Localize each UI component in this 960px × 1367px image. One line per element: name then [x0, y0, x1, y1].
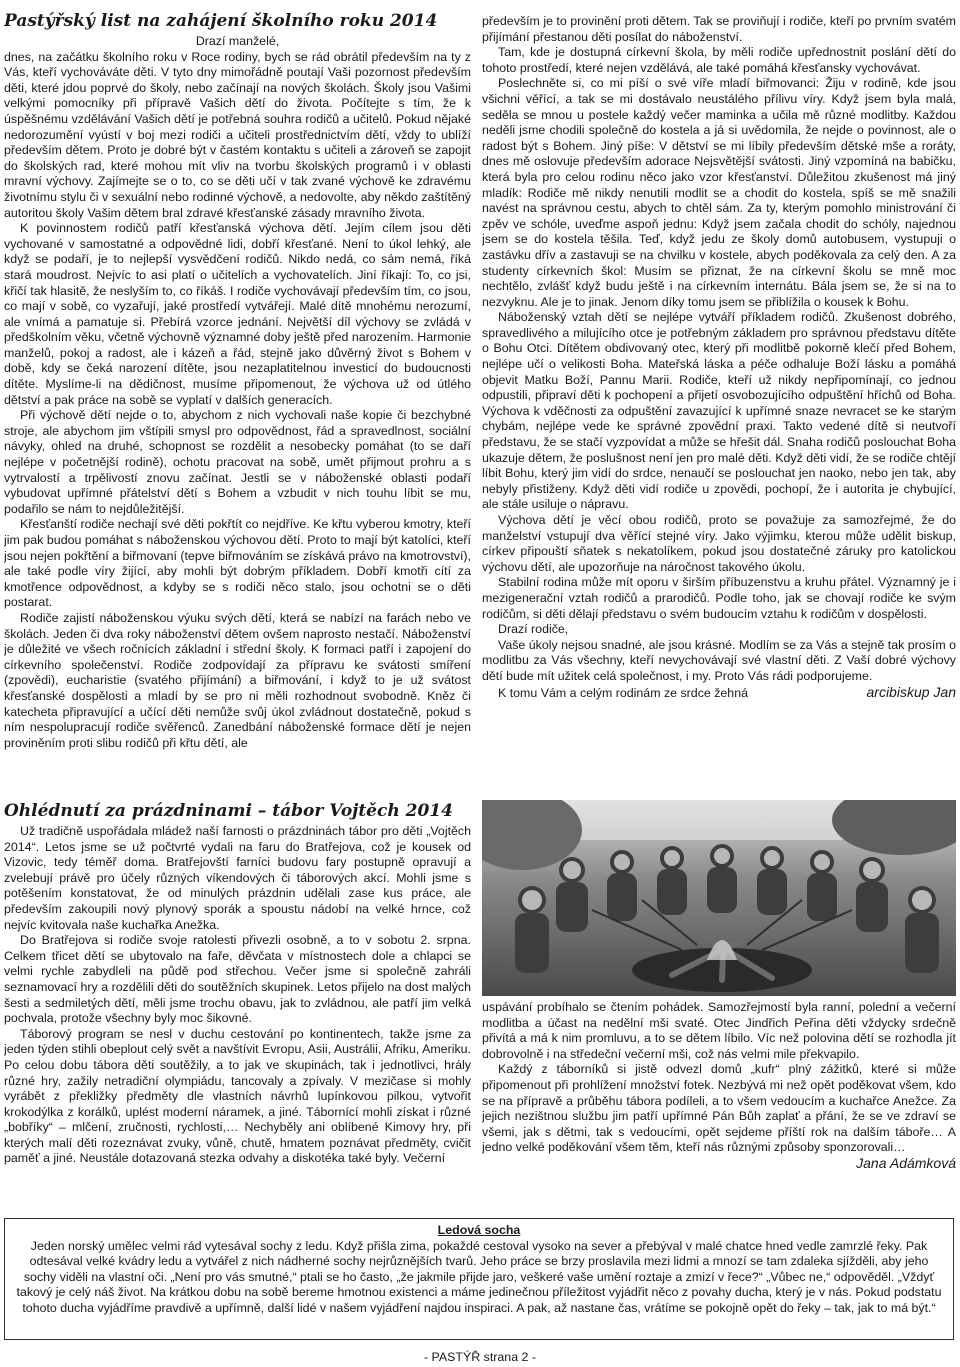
paragraph: Táborový program se nesl v duchu cestování po kontinentech, takže jsme za jeden týden stihli obeplout celý svět a navštívit Evropu, Asii, Austrálii, Afriku, Ameriku. Po celou dobu tábora děti soutěžily, a to jak ve skupinách, tak i jednotlivci, hrály různé hry, zažily netradiční olympiádu, tancovaly a zpívaly. V mezičase si mohly vyrábět z překližky předměty dle vlastních návrhů lupínkovou pilkou, vytvořit krokodýlka z korálků, uplést moderní náramek, a jiné. Tábornící mohli získat i různé „bobříky“ – mlčení, zručnosti, rychlosti,… Nechyběly ani oblíbené Kimovy hry, při kterých malí děti rozeznávat zvuky, vůně, chutě, hmatem poznávat předměty, cvičit paměť a jiné. Neustále dotazovaná stezka odvahy a diskotéka také byly. Večerní — [4, 1026, 471, 1166]
paragraph: Už tradičně uspořádala mládež naší farnosti o prázdninách tábor pro děti „Vojtěch 2014“. Letos jsme se už počtvrté vydali na faru do Bratřejova, což je kousek od Vizovic, tedy téměř doma. Bratřejovští farníci budovu fary postupně opravují a zvelebují právě pro účely různých víkendových či táborových akcí. Mohli jsme s potěšením konstatovat, že od minulých prázdnin udělali zase kus práce, ale především zakoupili nový plynový sporák a spoustu nádobí na velké hrnce, což nejvíc kvitovala naše kuchařka Anežka. — [4, 824, 471, 932]
camp-article-column-left — [4, 800, 471, 1210]
paragraph: Poslechněte si, co mi píší o své víře mladí biřmovanci: Žiju v rodině, kde jsou všichni věřící, a tak se mi dostávalo neustálého přílivu víry. Když jsem byla malá, seděla se mnou u postele každý večer maminka a učila mě různé modlitby. Každou neděli jsme chodili společně do kostela a já si uvědomila, že nejde o povinnost, ale o radost být s Bohem. Jiný píše: V dětství se mi líbily především dětské mše a roráty, dnes mě oslovuje především adorace Nejsvětější svátosti. Jiný vzpomíná na babičku, která byla pro celou rodinu něco jako vzor křesťanství. Důležitou zkušenost má jiný mladík: Rodiče mě nikdy nenutili modlit se a chodit do kostela, spíš se mě snažili navést na správnou cestu, abych to chtěl sám. Za ty, kterým pomohlo ministrování či zpěv ve schóle, uveďme aspoň jednu: Když jsem začala chodit do schóly, najednou jsem se do kostela těšila. Teď, když jedu ze školy domů autobusem, vystupuji o zastávku dřív a zastavuji se na chvilku v kostele, abych poděkovala za celý den. A za studenty církevních škol: Musím se přiznat, že na církevní školu se mně moc nechtělo, zvlášť když budu ještě i na církevním internátu. Bála jsem se, že si na to nezvyknu. Ale je to jinak. Jenom díky tomu jsem se přiblížila o kousek k Bohu. — [482, 76, 956, 309]
campfire-photo-icon — [482, 800, 956, 996]
paragraph: uspávání probíhalo se čtením pohádek. Samozřejmostí byla ranní, polední a večerní modlitba a účast na nedělní mši svaté. Otec Jindřich Peřina děti vždycky srdečně přivítá a má k nim promluvu, a to se dětem líbilo. Víc než polovina dětí se rozhodla jít dobrovolně i na středeční večerní mši, což nás velmi mile překvapilo. — [482, 1000, 956, 1061]
signature: Jana Adámková — [856, 1154, 956, 1171]
paragraph: dnes, na začátku školního roku v Roce rodiny, bych se rád obrátil především na ty z Vás, kteří vychováváte děti. V tyto dny mimořádně poutají Vaši pozornost především děti, které jdou poprvé do školy, nebo začínají na nových školách. Školy jsou Vašimi velkými pomocníky při přípravě Vašich dětí do života. Počítejte s tím, že k úspěšnému vzdělávání Vašich dětí je potřebná souhra rodičů a učitelů. Pokud nějaké nedorozumění vyústí v boj mezi rodiči a učiteli prostřednictvím dětí, vždy to ublíží především dětem. Proto je dobré být v častém kontaktu s učiteli a zároveň se zapojit do školských rad, které mohou mít vliv na tvorbu školských programů i v oblasti mravní výchovy. Zajímejte se o to, co se děti učí v tak zvané výchově ke zdravému životnímu stylu či v sexuální nebo rodinné výchově, a nedovolte, aby někdo zaštítěný autoritou školy Vašim dětem bral zdravé křesťanské zásady mravního života. — [4, 49, 471, 220]
paragraph: Každý z táborníků si jistě odvezl domů „kufr“ plný zážitků, které si může připomenout při prohlížení množství fotek. Nezbývá mi než opět poděkovat všem, kdo se na přípravě a průběhu tábora podíleli, a to všem vedoucím a kuchařce Anežce. Za jejich nezištnou službu jim patří upřímné Pán Bůh zaplať a přání, že se ve zdraví se všemi, jak s dětmi, tak s vedoucími, opět sejdeme příští rok na dalším táboře… A jedno velké poděkování všem těm, kteří nás různými způsoby sponzorovali… — [482, 1062, 956, 1155]
greeting: Drazí manželé, — [195, 34, 280, 48]
paragraph: Křesťanští rodiče nechají své děti pokřtít co nejdříve. Ke křtu vyberou kmotry, kteří jim pak budou pomáhat s náboženskou výchovou dětí. Proto to mají být katolíci, kteří jsou nejen pokřtění a biřmovaní (tepve biřmováním se získává právo na kmotrovství), ale také podle víry žijící, aby mohli být dobrým příkladem. Dobří kmotři cítí za kmotřence odpovědnost, a kdyby se s rodiči něco stalo, jsou ochotni se o děti postarat. — [4, 517, 471, 610]
story-text: Jeden norský umělec velmi rád vytesával sochy z ledu. Když přišla zima, pokaždé cestoval vysoko na sever a přebýval v malé chatce hned vedle zamrzlé řeky. Pak odtesával velké kvádry ledu a vytvářel z nich nádherné sochy nejrůznějších tvarů. Jeho práce se brzy proslavila mezi lidmi a mnozí se tam zdaleka sjížděli, aby jeho sochy viděli na vlastní oči. „Není pro vás smutné,“ ptali se ho často, „že jakmile přijde jaro, veškeré vaše umění roztaje a zmizí v řece?“ „Vůbec ne,“ odpověděl. „Vždyť takový je celý náš život. Na krátkou dobu na sobě bereme hmotnou existenci a máme jedinečnou příležitost vyjádřit něco z povahy ducha, který je v nás. Pokud podstatu tohoto ducha vyjádříme pravdivě a upřímně, další lidé v našem vyjádření najdou inspiraci. A pak, až nastane čas, vrátíme se pokojně opět do řeky – tak, jak to má být.“ — [16, 1238, 942, 1315]
page-footer: - PASTÝŘ strana 2 - — [423, 1350, 536, 1364]
paragraph: Rodiče zajistí náboženskou výuku svých dětí, která se nabízí na farách nebo ve školách. Jeden či dva roky náboženství dětem ovšem naprosto nestačí. Náboženství je důležité ve všech ročnících základní i střední školy. K formaci patří i zapojení do církevního společenství. Rodiče zodpovídají za přípravu ke svátosti smíření (zpovědi), eucharistie (svatého přijímání) a biřmování, i když to je už svátost křesťanské dospělosti a mladí by se pro ni měli rozhodnout svobodně. Kněz či katecheta připravující a učící děti nemůže svůj úkol zvládnout dostatečně, pokud s ním nespolupracují rodiče svěřenců. Zanedbání náboženské formace dětí je nejen proviněním proti slibu rodičů při křtu dětí, ale — [4, 610, 471, 750]
pastoral-letter-title: Pastýřský list na zahájení školního roku 2014 — [4, 11, 438, 31]
pastoral-letter-column-right — [482, 14, 956, 794]
paragraph: K povinnostem rodičů patří křesťanská výchova dětí. Jejím cílem jsou děti vychované v samostatné a odpovědné lidi, dobří křesťané. Není to úkol lehký, ale když se podaří, je to nejlepší vysvědčení rodičů. Nikdo nedá, co sám nemá, říká stará moudrost. Nejvíc to asi platí o učitelích a vychovatelích. Jiní říkají: To, co jsi, křičí tak hlasitě, že neslyším to, co říkáš. I rodiče vychovávají především tím, co jsou, co mají v sobě, co vyzařují, jaké prostředí vytvářejí. Malé dítě mnohému nerozumí, ale vnímá a pamatuje si. Přebírá vzorce jednání. Největší díl výchovy se zvládá v předškolním věku, včetně výchovně významné doby ještě před narozením. Harmonie manželů, pokoj a radost, ale i kázeň a řád, stejně jako důvěrný život s Bohem v době, kdy se čeká narození dítěte, jsou nezaplatitelnou investicí do budoucnosti dítěte. Myslíme-li na dědičnost, musíme připomenout, že výchova už od útlého dětství a pak práce na sobě se vyplatí v dalších generacích. — [4, 221, 471, 407]
paragraph: Stabilní rodina může mít oporu v širším příbuzenstvu a kruhu přátel. Významný je i mezigenerační vztah rodičů a prarodičů. Podle toho, jak se chovají rodiče ke svým rodičům, si děti dělají představu o svém budoucím vztahu k rodičům v dospělosti. — [482, 575, 956, 621]
paragraph: především je to provinění proti dětem. Tak se proviňují i rodiče, kteří po prvním svatém přijímání přestanou děti posílat do náboženství. — [482, 14, 956, 44]
camp-article-column-right — [482, 1000, 956, 1212]
pastoral-letter-column-left — [4, 10, 471, 788]
signature: arcibiskup Jan — [866, 683, 956, 700]
ice-sculpture-story-box — [4, 1218, 954, 1340]
greeting: Drazí rodiče, — [498, 622, 569, 637]
camp-photo — [482, 800, 956, 996]
paragraph: Do Bratřejova si rodiče svoje ratolesti přivezli osobně, a to v sobotu 2. srpna. Celkem třicet dětí se ubytovalo na faře, děvčata v místnostech dole a chlapci se velmi rychle zabydleli na půdě pod střechou. Večer jsme si společně zahráli seznamovací hry a rozdělili děti do soutěžních skupinek. Letos přijelo na dost malých šesti a sedmiletých dětí, měli jsme trochu obavu, jak to zvládnou, ale patří jim velká pochvala, protože všechny byly moc šikovné. — [4, 933, 471, 1026]
paragraph: Výchova dětí je věcí obou rodičů, proto se považuje za samozřejmé, že do manželství vstupují dva věřící stejné víry. Jako výjimku, kterou může udělit biskup, církev připouští sňatek s nekatolíkem, pokud jsou dostatečné záruky pro katolickou výchovu dětí, ale upozorňuje na náročnost takového úkolu. — [482, 513, 956, 574]
story-title: Ledová socha — [437, 1223, 521, 1237]
paragraph: Náboženský vztah dětí se nejlépe vytváří příkladem rodičů. Zkušenost dobrého, spravedlivého a milujícího otce je potřebným základem pro správnou představu dítěte o Bohu Otci. Dítětem obdivovaný otec, který při modlitbě pokorně klečí před Bohem, nejlépe učí o velikosti Boha. Mateřská láska a péče odhaluje Boží lásku a pomáhá objevit Matku Boží, Pannu Marii. Rodiče, kteří už nikdy nepřipomínají, co jednou odpustili, připraví děti k pochopení a přijetí osvobozujícího odpuštění hříchů od Boha. Výchova k vděčnosti za odpuštění zavazující k upřímné snaze nevracet se ke starým chybám, nejlépe vede ke správné zpovědní praxi. Takto vedené dítě si neutvoří představu, že se stačí vyzpovídat a může se hřešit dál. Snaha rodičů poslouchat Boha ukazuje dětem, že poslušnost není jen pro malé děti. Když děti vidí, že se rodiče chtějí líbit Bohu, který jim vidí do srdce, nenaučí se poslouchat jen naoko, nebo jen tak, aby nebyly přistiženy. Když děti vidí rodiče u zpovědi, pochopí, že i autorita je chybující, ale stále usiluje o nápravu. — [482, 310, 956, 512]
closing-row — [482, 685, 956, 702]
closing-text: K tomu Vám a celým rodinám ze srdce žehná — [498, 685, 748, 700]
paragraph: Při výchově dětí nejde o to, abychom z nich vychovali naše kopie či bezchybné stroje, ale abychom jim vštípili smysl pro odpovědnost, řád a spravedlnost, sociální návyky, ohled na druhé, schopnost se rozdělit a nesobecky pomáhat (to se daří nejlépe v početnější rodině), ochotu pracovat na sobě, umět přijmout prohru a s vytrvalostí a trpělivostí znovu začínat. Jestli se v náboženské oblasti podaří vybudovat upřímné přátelství dětí s Bohem a vzbudit v nich touhu líbit se mu, podařilo se nám to nejdůležitější. — [4, 408, 471, 516]
paragraph: Vaše úkoly nejsou snadné, ale jsou krásné. Modlím se za Vás a stejně tak prosím o modlitbu za Vás všechny, kteří nevychovávají své vlastní děti. Z Vaší dobré výchovy dětí bude mít užitek celá společnost, i my. Proto Vás rádi podporujeme. — [482, 637, 956, 683]
camp-article-title: Ohlédnutí za prázdninami – tábor Vojtěch 2014 — [4, 801, 453, 821]
paragraph: Tam, kde je dostupná církevní škola, by měli rodiče upřednostnit poslání dětí do tohoto prostředí, které nejen vzdělává, ale také pomáhá křesťansky vychovávat. — [482, 45, 956, 75]
